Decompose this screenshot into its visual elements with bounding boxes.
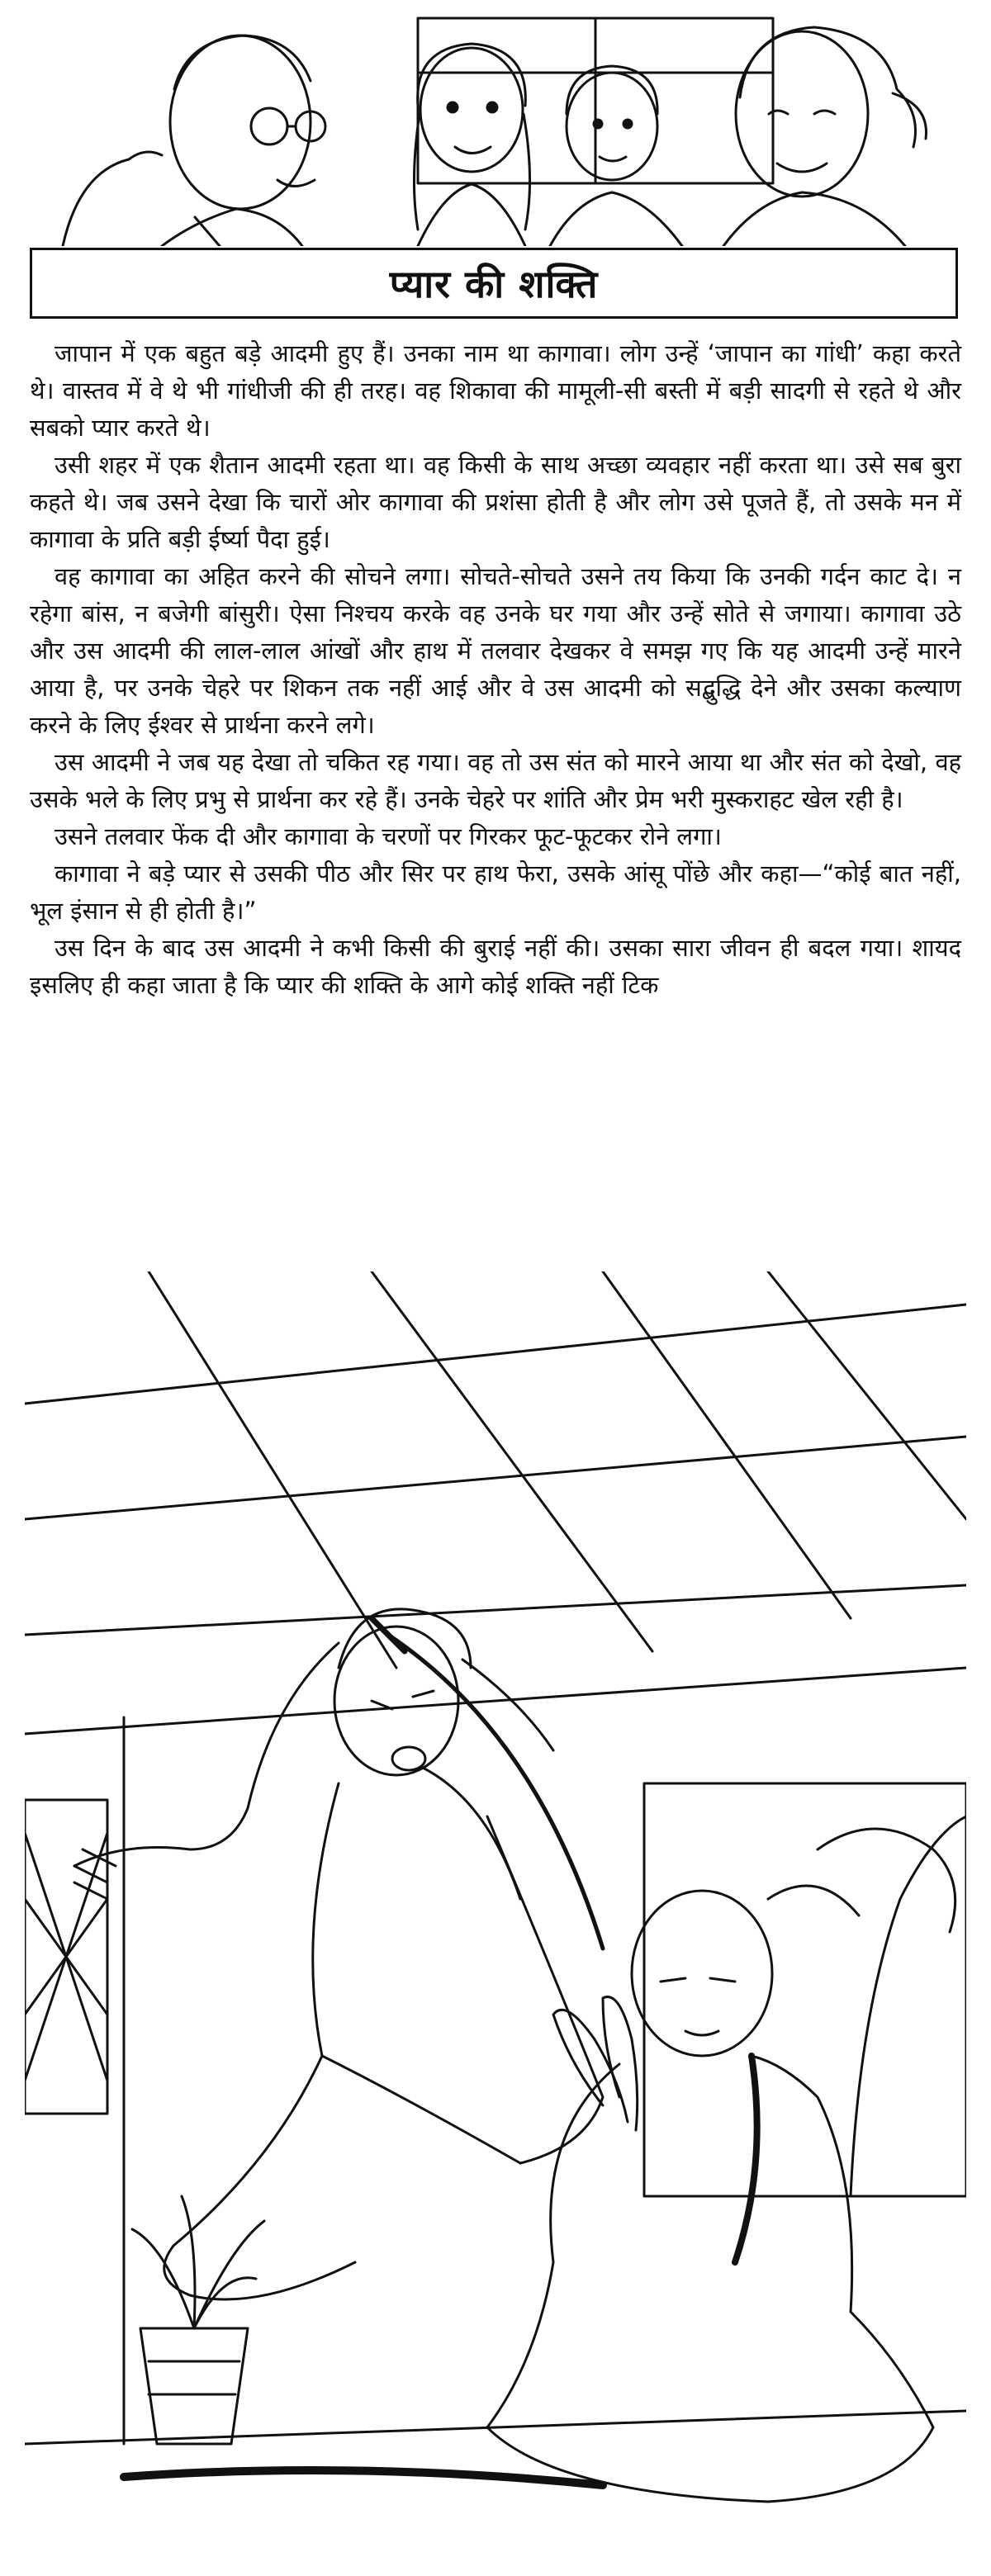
paragraph-1: जापान में एक बहुत बड़े आदमी हुए हैं। उनका नाम था कागावा। लोग उन्हें ‘जापान का गांधी’ कहा करते थे। वास्तव में वे थे भी गांधीजी की ही तरह। वह शिकावा की मामूली-सी बस्ती में बड़ी सादगी से रहते थे और सबको प्यार करते थे। [30,339,961,442]
paragraph-7: उस दिन के बाद उस आदमी ने कभी किसी की बुराई नहीं की। उसका सारा जीवन ही बदल गया। शायद इसलिए ही कहा जाता है कि प्यार की शक्ति के आगे कोई शक्ति नहीं टिक [30,934,961,999]
story-text [30,335,961,1004]
paragraph-3: वह कागावा का अहित करने की सोचने लगा। सोचते-सोचते उसने तय किया कि उनकी गर्दन काट दे। न रहेगा बांस, न बजेगी बांसुरी। ऐसा निश्चय करके वह उनके घर गया और उन्हें सोते से जगाया। कागावा उठे और उस आदमी की लाल-लाल आंखों और हाथ में तलवार देखकर वे समझ गए कि यह आदमी उन्हें मारने आया है, पर उनके चेहरे पर शिकन तक नहीं आई और वे उस आदमी को सद्बुद्धि देने और उसका कल्याण करने के लिए ईश्वर से प्रार्थना करने लगे। [30,562,961,739]
paragraph-6: कागावा ने बड़े प्यार से उसकी पीठ और सिर पर हाथ फेरा, उसके आंसू पोंछे और कहा—“कोई बात नहीं, भूल इंसान से ही होती है।” [30,859,961,925]
header-illustration [30,15,961,246]
story-illustration [25,1271,966,2559]
paragraph-5: उसने तलवार फेंक दी और कागावा के चरणों पर गिरकर फूट-फूटकर रोने लगा। [55,822,722,850]
title-box [30,248,958,319]
paragraph-4: उस आदमी ने जब यह देखा तो चकित रह गया। वह तो उस संत को मारने आया था और संत को देखो, वह उसके भले के लिए प्रभु से प्रार्थना कर रहे हैं। उनके चेहरे पर शांति और प्रेम भरी मुस्कराहट खेल रही है। [30,748,961,813]
paragraph-2: उसी शहर में एक शैतान आदमी रहता था। वह किसी के साथ अच्छा व्यवहार नहीं करता था। उसे सब बुरा कहते थे। जब उसने देखा कि चारों ओर कागावा की प्रशंसा होती है और लोग उसे पूजते हैं, तो उसके मन में कागावा के प्रति बड़ी ईर्ष्या पैदा हुई। [30,451,961,553]
story-title: प्यार की शक्ति [389,262,599,306]
